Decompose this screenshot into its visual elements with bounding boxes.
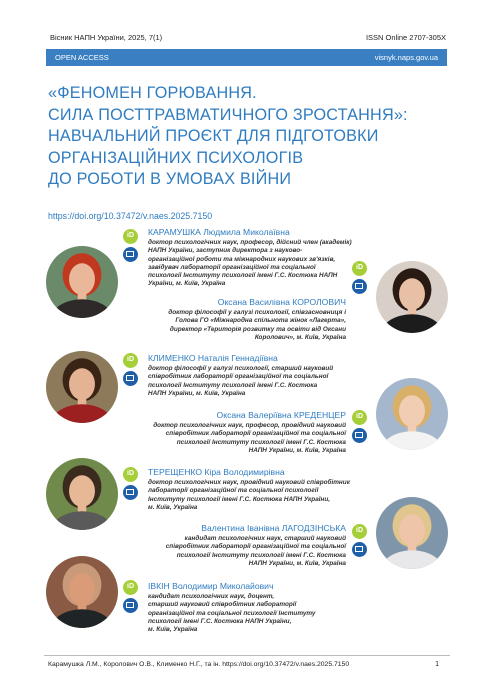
orcid-icon[interactable] bbox=[352, 410, 367, 425]
author-name: Оксана Валеріївна КРЕДЕНЦЕР bbox=[216, 410, 346, 420]
affiliation-line: завідувач лабораторії організаційної та соціальної bbox=[148, 263, 316, 271]
open-access-label: OPEN ACCESS bbox=[55, 53, 109, 62]
author-icons bbox=[123, 353, 139, 389]
author-block bbox=[148, 353, 333, 398]
author-icons bbox=[123, 467, 139, 503]
footer-divider bbox=[44, 655, 450, 656]
email-icon[interactable] bbox=[352, 428, 367, 443]
affiliation-line: кандидат психологічних наук, доцент, bbox=[148, 593, 275, 600]
author-block bbox=[148, 467, 350, 512]
author-affiliation bbox=[148, 593, 315, 634]
page-number: 1 bbox=[435, 661, 439, 668]
affiliation-line: організаційної та соціальної психології Інституту bbox=[148, 609, 316, 617]
author-affiliation bbox=[148, 239, 352, 289]
email-icon[interactable] bbox=[123, 371, 138, 386]
affiliation-line: психології імені Г.С. Костюка НАПН України, bbox=[148, 617, 292, 625]
affiliation-line: старший науковий співробітник лабораторії bbox=[148, 601, 297, 609]
affiliation-line: психології Інституту психології імені Г.С. Костюка НАПН bbox=[148, 272, 338, 280]
author-name: ТЕРЕЩЕНКО Кіра Володимирівна bbox=[148, 467, 285, 477]
author-affiliation bbox=[148, 365, 333, 398]
affiliation-line: співробітник лабораторії організаційної та соціальної bbox=[148, 373, 329, 381]
affiliation-line: м. Київ, Україна bbox=[148, 503, 198, 511]
orcid-label: iD bbox=[127, 232, 134, 239]
affiliation-line: НАПН України, заступник директора з науково- bbox=[148, 247, 303, 255]
affiliation-line: психології Інституту психології імені Г.С. Костюка bbox=[148, 381, 318, 389]
portrait-image bbox=[376, 497, 448, 569]
author-photo bbox=[376, 497, 448, 569]
affiliation-line: доктор психологічних наук, провідний науковий співробітник bbox=[148, 479, 350, 486]
affiliation-line: Інституту психології імені Г.С. Костюка НАПН України, bbox=[148, 495, 331, 503]
author-photo bbox=[46, 458, 118, 530]
article-title bbox=[48, 83, 458, 191]
orcid-label: iD bbox=[356, 527, 363, 534]
email-icon[interactable] bbox=[123, 598, 138, 613]
affiliation-line: доктор психологічних наук, професор, провідний науковий bbox=[153, 422, 346, 429]
affiliation-line: НАПН України, м. Київ, Україна bbox=[248, 559, 346, 567]
orcid-icon[interactable] bbox=[352, 524, 367, 539]
author-icons bbox=[352, 410, 368, 446]
orcid-icon[interactable] bbox=[123, 580, 138, 595]
affiliation-line: психології Інституту психології імені Г.С. Костюка bbox=[176, 438, 346, 446]
portrait-image bbox=[46, 556, 118, 628]
orcid-label: iD bbox=[127, 583, 134, 590]
email-icon[interactable] bbox=[352, 279, 367, 294]
author-photo bbox=[46, 246, 118, 318]
affiliation-line: доктор філософії у галузі психології, старший науковий bbox=[148, 365, 334, 372]
affiliation-line: НАПН України, м. Київ, Україна bbox=[248, 446, 346, 454]
affiliation-line: співробітник лабораторії організаційної та соціальної bbox=[165, 430, 346, 438]
title-line: «ФЕНОМЕН ГОРЮВАННЯ. bbox=[48, 84, 257, 102]
affiliation-line: кандидат психологічних наук, старший науковий bbox=[184, 535, 346, 542]
author-photo bbox=[46, 556, 118, 628]
affiliation-line: лабораторії організаційної та соціальної психології bbox=[148, 487, 319, 495]
orcid-label: iD bbox=[127, 356, 134, 363]
affiliation-line: організаційної роботи та міжнародних наукових зв'язків, bbox=[148, 255, 336, 263]
portrait-image bbox=[46, 351, 118, 423]
author-block bbox=[153, 410, 346, 455]
author-block bbox=[168, 297, 346, 342]
portrait-image bbox=[46, 458, 118, 530]
author-affiliation bbox=[153, 422, 346, 455]
title-line: СИЛА ПОСТТРАВМАТИЧНОГО ЗРОСТАННЯ»: bbox=[48, 105, 408, 124]
author-block bbox=[148, 227, 352, 289]
author-photo bbox=[376, 378, 448, 450]
author-photo bbox=[46, 351, 118, 423]
author-icons bbox=[123, 580, 139, 616]
author-affiliation bbox=[168, 309, 346, 342]
author-block bbox=[148, 581, 315, 634]
author-name: Оксана Василівна КОРОЛОВИЧ bbox=[217, 297, 346, 307]
orcid-label: iD bbox=[356, 413, 363, 420]
orcid-icon[interactable] bbox=[123, 353, 138, 368]
author-icons bbox=[352, 524, 368, 560]
title-line: ОРГАНІЗАЦІЙНИХ ПСИХОЛОГІВ bbox=[48, 148, 304, 167]
affiliation-line: України, м. Київ, Україна bbox=[148, 280, 226, 288]
portrait-image bbox=[46, 246, 118, 318]
doi-link[interactable]: https://doi.org/10.37472/v.naes.2025.7150 bbox=[48, 211, 213, 221]
author-name: Валентина Іванівна ЛАГОДЗІНСЬКА bbox=[201, 523, 346, 533]
affiliation-line: м. Київ, Україна bbox=[148, 626, 198, 634]
journal-name: Вісник НАПН України, 2025, 7(1) bbox=[50, 33, 163, 42]
author-affiliation bbox=[148, 479, 350, 512]
affiliation-line: психології Інституту психології імені Г.С. Костюка bbox=[176, 551, 346, 559]
orcid-icon[interactable] bbox=[123, 467, 138, 482]
orcid-icon[interactable] bbox=[123, 229, 138, 244]
author-icons bbox=[352, 261, 368, 297]
journal-site-link[interactable]: visnyk.naps.gov.ua bbox=[374, 53, 438, 62]
footer-citation: Карамушка Л.М., Королович О.В., Клименко Н.Г., та ін. https://doi.org/10.37472/v.naes.2025.7150 bbox=[48, 661, 350, 668]
email-icon[interactable] bbox=[352, 542, 367, 557]
author-name: ІВКІН Володимир Миколайович bbox=[148, 581, 274, 591]
author-photo bbox=[376, 261, 448, 333]
portrait-image bbox=[376, 378, 448, 450]
email-icon[interactable] bbox=[123, 247, 138, 262]
author-block bbox=[166, 523, 346, 568]
issn: ISSN Online 2707-305X bbox=[365, 33, 446, 42]
affiliation-line: доктор філософії у галузі психології, співзасновниця і bbox=[168, 309, 346, 316]
affiliation-line: Голова ГО «Міжнародна спільнота жінок «Лагерта», bbox=[175, 317, 346, 325]
author-affiliation bbox=[166, 535, 346, 568]
portrait-image bbox=[376, 261, 448, 333]
author-name: КЛИМЕНКО Наталія Геннадіївна bbox=[148, 353, 278, 363]
title-line: ДО РОБОТИ В УМОВАХ ВІЙНИ bbox=[48, 170, 292, 188]
affiliation-line: доктор психологічних наук, професор, дійсний член (академік) bbox=[148, 239, 352, 246]
affiliation-line: директор «Територія розвитку та освіти від Оксани bbox=[169, 325, 346, 333]
title-line: НАВЧАЛЬНИЙ ПРОЄКТ ДЛЯ ПІДГОТОВКИ bbox=[48, 127, 379, 145]
affiliation-line: співробітник лабораторії організаційної та соціальної bbox=[165, 543, 346, 551]
orcid-label: iD bbox=[127, 470, 134, 477]
author-icons bbox=[123, 229, 139, 265]
affiliation-line: НАПН України, м. Київ, Україна bbox=[148, 389, 246, 397]
email-icon[interactable] bbox=[123, 485, 138, 500]
author-name: КАРАМУШКА Людмила Миколаївна bbox=[148, 227, 290, 237]
open-access-bar bbox=[46, 49, 447, 66]
affiliation-line: Королович», м. Київ, Україна bbox=[254, 333, 346, 341]
orcid-label: iD bbox=[356, 264, 363, 271]
orcid-icon[interactable] bbox=[352, 261, 367, 276]
